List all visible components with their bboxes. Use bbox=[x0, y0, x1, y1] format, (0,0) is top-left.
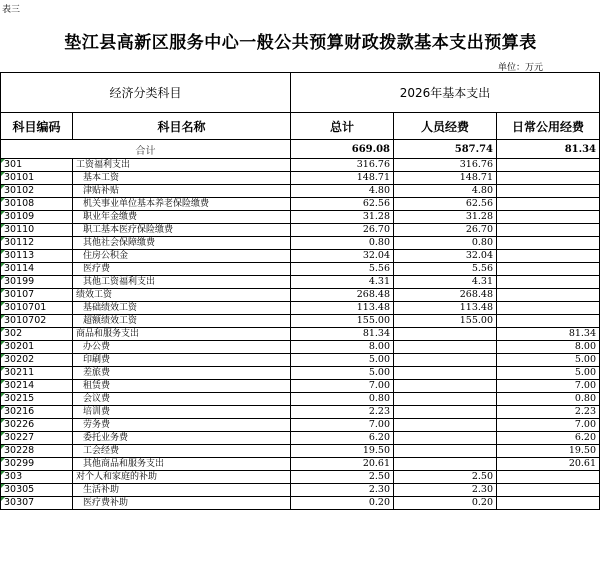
row-name: 差旅费 bbox=[73, 367, 291, 380]
row-name: 其他商品和服务支出 bbox=[73, 458, 291, 471]
table-row bbox=[1, 328, 600, 341]
doc-label: 表三 bbox=[2, 5, 21, 15]
row-personnel bbox=[394, 380, 497, 393]
total-sum: 669.08 bbox=[291, 140, 394, 159]
table-row bbox=[1, 445, 600, 458]
header-row-1 bbox=[1, 73, 600, 113]
row-total: 32.04 bbox=[291, 250, 394, 263]
row-total: 0.80 bbox=[291, 237, 394, 250]
row-code: 30199 bbox=[1, 276, 73, 289]
row-public: 5.00 bbox=[497, 367, 600, 380]
table-row bbox=[1, 354, 600, 367]
row-name: 培训费 bbox=[73, 406, 291, 419]
row-public bbox=[497, 211, 600, 224]
row-name: 津贴补贴 bbox=[73, 185, 291, 198]
row-personnel: 26.70 bbox=[394, 224, 497, 237]
row-total: 26.70 bbox=[291, 224, 394, 237]
row-public: 81.34 bbox=[497, 328, 600, 341]
row-name: 其他工资福利支出 bbox=[73, 276, 291, 289]
row-code: 30108 bbox=[1, 198, 73, 211]
personnel-header: 人员经费 bbox=[394, 113, 497, 140]
econ-class-header: 经济分类科目 bbox=[1, 73, 291, 113]
row-personnel: 31.28 bbox=[394, 211, 497, 224]
row-code: 301 bbox=[1, 159, 73, 172]
row-public: 2.23 bbox=[497, 406, 600, 419]
row-public: 7.00 bbox=[497, 380, 600, 393]
row-public bbox=[497, 315, 600, 328]
header-row-2 bbox=[1, 113, 600, 140]
row-name: 机关事业单位基本养老保险缴费 bbox=[73, 198, 291, 211]
row-name: 办公费 bbox=[73, 341, 291, 354]
row-total: 2.50 bbox=[291, 471, 394, 484]
row-total: 6.20 bbox=[291, 432, 394, 445]
row-public bbox=[497, 302, 600, 315]
row-code: 30227 bbox=[1, 432, 73, 445]
row-total: 113.48 bbox=[291, 302, 394, 315]
row-code: 30107 bbox=[1, 289, 73, 302]
total-public: 81.34 bbox=[497, 140, 600, 159]
row-code: 30102 bbox=[1, 185, 73, 198]
table-row bbox=[1, 172, 600, 185]
row-code: 30216 bbox=[1, 406, 73, 419]
row-name: 住房公积金 bbox=[73, 250, 291, 263]
row-personnel: 2.50 bbox=[394, 471, 497, 484]
row-name: 超额绩效工资 bbox=[73, 315, 291, 328]
row-personnel: 316.76 bbox=[394, 159, 497, 172]
row-name: 医疗费 bbox=[73, 263, 291, 276]
row-name: 会议费 bbox=[73, 393, 291, 406]
row-name: 基础绩效工资 bbox=[73, 302, 291, 315]
row-public bbox=[497, 289, 600, 302]
row-total: 316.76 bbox=[291, 159, 394, 172]
table-row bbox=[1, 159, 600, 172]
row-personnel bbox=[394, 445, 497, 458]
row-personnel bbox=[394, 328, 497, 341]
row-personnel: 155.00 bbox=[394, 315, 497, 328]
row-code: 30201 bbox=[1, 341, 73, 354]
row-personnel bbox=[394, 419, 497, 432]
table-row bbox=[1, 393, 600, 406]
row-name: 生活补助 bbox=[73, 484, 291, 497]
table-row bbox=[1, 406, 600, 419]
row-personnel bbox=[394, 393, 497, 406]
row-personnel: 113.48 bbox=[394, 302, 497, 315]
row-total: 2.23 bbox=[291, 406, 394, 419]
row-name: 其他社会保障缴费 bbox=[73, 237, 291, 250]
row-personnel: 5.56 bbox=[394, 263, 497, 276]
name-header: 科目名称 bbox=[73, 113, 291, 140]
table-row bbox=[1, 458, 600, 471]
row-code: 303 bbox=[1, 471, 73, 484]
row-name: 基本工资 bbox=[73, 172, 291, 185]
row-total: 148.71 bbox=[291, 172, 394, 185]
row-name: 租赁费 bbox=[73, 380, 291, 393]
budget-table bbox=[0, 72, 600, 510]
row-personnel bbox=[394, 341, 497, 354]
table-row bbox=[1, 367, 600, 380]
row-total: 5.00 bbox=[291, 367, 394, 380]
total-label: 合计 bbox=[1, 140, 291, 159]
row-personnel: 4.31 bbox=[394, 276, 497, 289]
row-public: 0.80 bbox=[497, 393, 600, 406]
row-total: 5.56 bbox=[291, 263, 394, 276]
row-total: 2.30 bbox=[291, 484, 394, 497]
row-name: 劳务费 bbox=[73, 419, 291, 432]
row-name: 工会经费 bbox=[73, 445, 291, 458]
row-personnel: 0.20 bbox=[394, 497, 497, 510]
table-row bbox=[1, 250, 600, 263]
row-total: 0.80 bbox=[291, 393, 394, 406]
row-personnel: 62.56 bbox=[394, 198, 497, 211]
row-total: 8.00 bbox=[291, 341, 394, 354]
row-total: 19.50 bbox=[291, 445, 394, 458]
row-personnel: 4.80 bbox=[394, 185, 497, 198]
row-total: 268.48 bbox=[291, 289, 394, 302]
row-code: 30228 bbox=[1, 445, 73, 458]
row-personnel bbox=[394, 406, 497, 419]
table-row bbox=[1, 497, 600, 510]
table-row bbox=[1, 484, 600, 497]
table-row bbox=[1, 315, 600, 328]
row-public bbox=[497, 172, 600, 185]
row-name: 职业年金缴费 bbox=[73, 211, 291, 224]
row-name: 对个人和家庭的补助 bbox=[73, 471, 291, 484]
row-public bbox=[497, 224, 600, 237]
row-code: 30112 bbox=[1, 237, 73, 250]
row-code: 30214 bbox=[1, 380, 73, 393]
row-public bbox=[497, 471, 600, 484]
row-public: 20.61 bbox=[497, 458, 600, 471]
budget-year-header: 2026年基本支出 bbox=[291, 73, 600, 113]
row-total: 20.61 bbox=[291, 458, 394, 471]
row-code: 30113 bbox=[1, 250, 73, 263]
row-personnel bbox=[394, 458, 497, 471]
row-public bbox=[497, 263, 600, 276]
row-personnel bbox=[394, 354, 497, 367]
row-total: 155.00 bbox=[291, 315, 394, 328]
row-code: 30215 bbox=[1, 393, 73, 406]
row-public bbox=[497, 159, 600, 172]
row-name: 绩效工资 bbox=[73, 289, 291, 302]
row-personnel: 32.04 bbox=[394, 250, 497, 263]
table-body bbox=[1, 140, 600, 510]
table-row bbox=[1, 198, 600, 211]
page-title: 垫江县高新区服务中心一般公共预算财政拨款基本支出预算表 bbox=[64, 33, 537, 53]
row-name: 工资福利支出 bbox=[73, 159, 291, 172]
row-public bbox=[497, 497, 600, 510]
row-public bbox=[497, 237, 600, 250]
row-public bbox=[497, 250, 600, 263]
row-personnel bbox=[394, 367, 497, 380]
table-row bbox=[1, 224, 600, 237]
row-name: 医疗费补助 bbox=[73, 497, 291, 510]
row-total: 31.28 bbox=[291, 211, 394, 224]
row-code: 3010701 bbox=[1, 302, 73, 315]
row-code: 30101 bbox=[1, 172, 73, 185]
row-total: 4.80 bbox=[291, 185, 394, 198]
table-row bbox=[1, 276, 600, 289]
row-code: 30211 bbox=[1, 367, 73, 380]
row-personnel: 0.80 bbox=[394, 237, 497, 250]
row-name: 印刷费 bbox=[73, 354, 291, 367]
row-code: 30114 bbox=[1, 263, 73, 276]
row-public: 19.50 bbox=[497, 445, 600, 458]
table-row bbox=[1, 263, 600, 276]
table-row bbox=[1, 341, 600, 354]
table-row bbox=[1, 211, 600, 224]
row-total: 4.31 bbox=[291, 276, 394, 289]
row-personnel: 268.48 bbox=[394, 289, 497, 302]
row-public bbox=[497, 484, 600, 497]
table-row bbox=[1, 289, 600, 302]
row-name: 商品和服务支出 bbox=[73, 328, 291, 341]
row-code: 30307 bbox=[1, 497, 73, 510]
row-public: 5.00 bbox=[497, 354, 600, 367]
row-total: 7.00 bbox=[291, 419, 394, 432]
row-public: 8.00 bbox=[497, 341, 600, 354]
code-header: 科目编码 bbox=[1, 113, 73, 140]
row-code: 30109 bbox=[1, 211, 73, 224]
row-name: 委托业务费 bbox=[73, 432, 291, 445]
row-code: 302 bbox=[1, 328, 73, 341]
table-row bbox=[1, 471, 600, 484]
row-public bbox=[497, 185, 600, 198]
row-total: 62.56 bbox=[291, 198, 394, 211]
row-public bbox=[497, 198, 600, 211]
row-personnel: 148.71 bbox=[394, 172, 497, 185]
total-personnel: 587.74 bbox=[394, 140, 497, 159]
total-header: 总计 bbox=[291, 113, 394, 140]
table-row bbox=[1, 380, 600, 393]
row-total: 81.34 bbox=[291, 328, 394, 341]
row-code: 30202 bbox=[1, 354, 73, 367]
row-code: 30226 bbox=[1, 419, 73, 432]
row-code: 30305 bbox=[1, 484, 73, 497]
row-code: 30110 bbox=[1, 224, 73, 237]
row-personnel bbox=[394, 432, 497, 445]
row-public: 6.20 bbox=[497, 432, 600, 445]
public-header: 日常公用经费 bbox=[497, 113, 600, 140]
table-row bbox=[1, 302, 600, 315]
row-code: 30299 bbox=[1, 458, 73, 471]
unit-label: 单位：万元 bbox=[497, 63, 543, 73]
row-code: 3010702 bbox=[1, 315, 73, 328]
row-public bbox=[497, 276, 600, 289]
table-row bbox=[1, 237, 600, 250]
row-total: 7.00 bbox=[291, 380, 394, 393]
row-personnel: 2.30 bbox=[394, 484, 497, 497]
table-row bbox=[1, 185, 600, 198]
table-row bbox=[1, 432, 600, 445]
row-total: 0.20 bbox=[291, 497, 394, 510]
row-total: 5.00 bbox=[291, 354, 394, 367]
total-row bbox=[1, 140, 600, 159]
row-name: 职工基本医疗保险缴费 bbox=[73, 224, 291, 237]
row-public: 7.00 bbox=[497, 419, 600, 432]
table-row bbox=[1, 419, 600, 432]
